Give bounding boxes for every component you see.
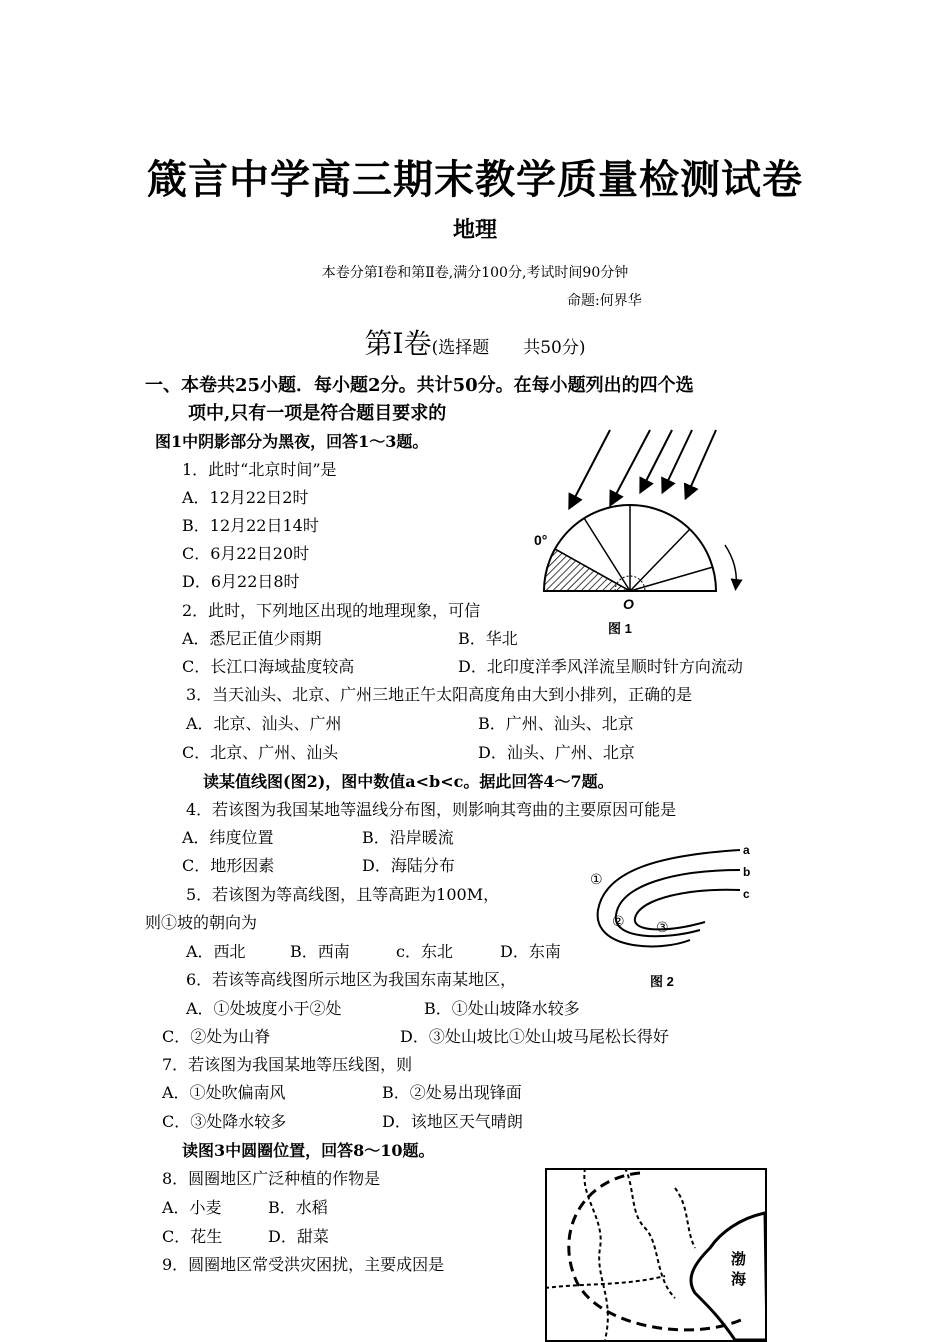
fig2-marker-3: ③ [656,920,669,936]
q5-option-a: A．西北 [186,942,246,961]
question-4: 4．若该图为我国某地等温线分布图，则影响其弯曲的主要原因可能是 [186,800,677,819]
q1-option-b: B．12月22日14时 [182,516,319,535]
figure-3-map [545,1168,767,1342]
q5-option-d: D．东南 [500,942,561,961]
section-instruction-line2: 项中,只有一项是符合题目要求的 [188,403,447,424]
q7-option-c: C．③处降水较多 [162,1112,287,1131]
q1-option-c: C．6月22日20时 [182,544,310,563]
q2-option-d: D．北印度洋季风洋流呈顺时针方向流动 [458,657,743,676]
q5-option-c: c．东北 [396,942,453,961]
fig3-sea-char2: 海 [731,1270,747,1288]
q6-option-a: A．①处坡度小于②处 [186,999,342,1018]
isolines [598,850,740,946]
q8-option-a: A．小麦 [162,1198,222,1217]
section-instruction-line1: 一、本卷共25小题．每小题2分。共计50分。在每小题列出的四个选 [145,375,694,396]
q2-option-a: A．悉尼正值少雨期 [182,629,322,648]
fig2-marker-2: ② [612,914,625,930]
q1-option-d: D．6月22日8时 [182,572,300,591]
q4-option-c: C．地形因素 [182,856,275,875]
q7-option-b: B．②处易出现锋面 [382,1083,522,1102]
group2-intro: 读某值线图(图2)，图中数值a<b<c。据此回答4～7题。 [203,772,614,791]
figure-1-diagram [520,425,760,645]
q3-option-c: C．北京、广州、汕头 [182,743,339,762]
fig2-label-a: a [743,843,750,857]
rotation-arrow [725,545,736,585]
fig1-zero-label: 0° [534,532,548,548]
sun-rays [572,430,716,503]
q2-option-b: B．华北 [458,629,518,648]
fig2-caption: 图 2 [650,974,674,989]
fig2-label-c: c [743,887,750,901]
q5-option-b: B．西南 [290,942,350,961]
q8-option-c: C．花生 [162,1227,223,1246]
fig2-label-b: b [743,865,751,879]
question-5-cont: 则①坡的朝向为 [145,913,258,932]
volume-note: (选择题 共50分) [431,338,586,358]
q6-option-d: D．③处山坡比①处山坡马尾松长得好 [400,1027,669,1046]
q8-option-b: B．水稻 [268,1198,328,1217]
author-line: 命题:何界华 [567,293,642,309]
question-9: 9．圆圈地区常受洪灾困扰，主要成因是 [162,1255,445,1274]
q3-option-d: D．汕头、广州、北京 [478,743,635,762]
fig3-sea-char1: 渤 [731,1250,747,1268]
fig1-origin-label: O [623,596,634,612]
q4-option-a: A．纬度位置 [182,828,274,847]
q7-option-d: D．该地区天气晴朗 [382,1112,523,1131]
figure-2-diagram [580,840,760,995]
q4-option-d: D．海陆分布 [362,856,455,875]
volume-heading [0,322,950,362]
question-5: 5．若该图为等高线图，且等高距为100M， [186,885,500,904]
volume-title: 第Ⅰ卷 [364,327,432,360]
group1-intro: 图1中阴影部分为黑夜，回答1～3题。 [155,432,429,451]
page-title: 箴言中学高三期末教学质量检测试卷 [147,156,803,203]
group3-intro: 读图3中圆圈位置，回答8～10题。 [182,1141,435,1160]
q6-option-c: C．②处为山脊 [162,1027,271,1046]
q3-option-a: A．北京、汕头、广州 [186,714,342,733]
q2-option-c: C．长江口海域盐度较高 [182,657,355,676]
q6-option-b: B．①处山坡降水较多 [424,999,580,1018]
question-1: 1．此时“北京时间”是 [182,460,337,479]
exam-info: 本卷分第Ⅰ卷和第Ⅱ卷,满分100分,考试时间90分钟 [321,265,629,281]
q7-option-a: A．①处吹偏南风 [162,1083,286,1102]
q4-option-b: B．沿岸暖流 [362,828,454,847]
question-3: 3．当天汕头、北京、广州三地正午太阳高度角由大到小排列，正确的是 [186,685,693,704]
fig2-marker-1: ① [590,872,603,888]
q1-option-a: A．12月22日2时 [182,488,309,507]
fig1-caption: 图 1 [608,621,632,636]
q8-option-d: D．甜菜 [268,1227,329,1246]
subject-title: 地理 [452,217,497,243]
question-6: 6．若该等高线图所示地区为我国东南某地区， [186,970,517,989]
q3-option-b: B．广州、汕头、北京 [478,714,634,733]
question-2: 2．此时，下列地区出现的地理现象，可信 [182,601,481,620]
question-8: 8．圆圈地区广泛种植的作物是 [162,1169,381,1188]
question-7: 7．若该图为我国某地等压线图，则 [162,1055,413,1074]
